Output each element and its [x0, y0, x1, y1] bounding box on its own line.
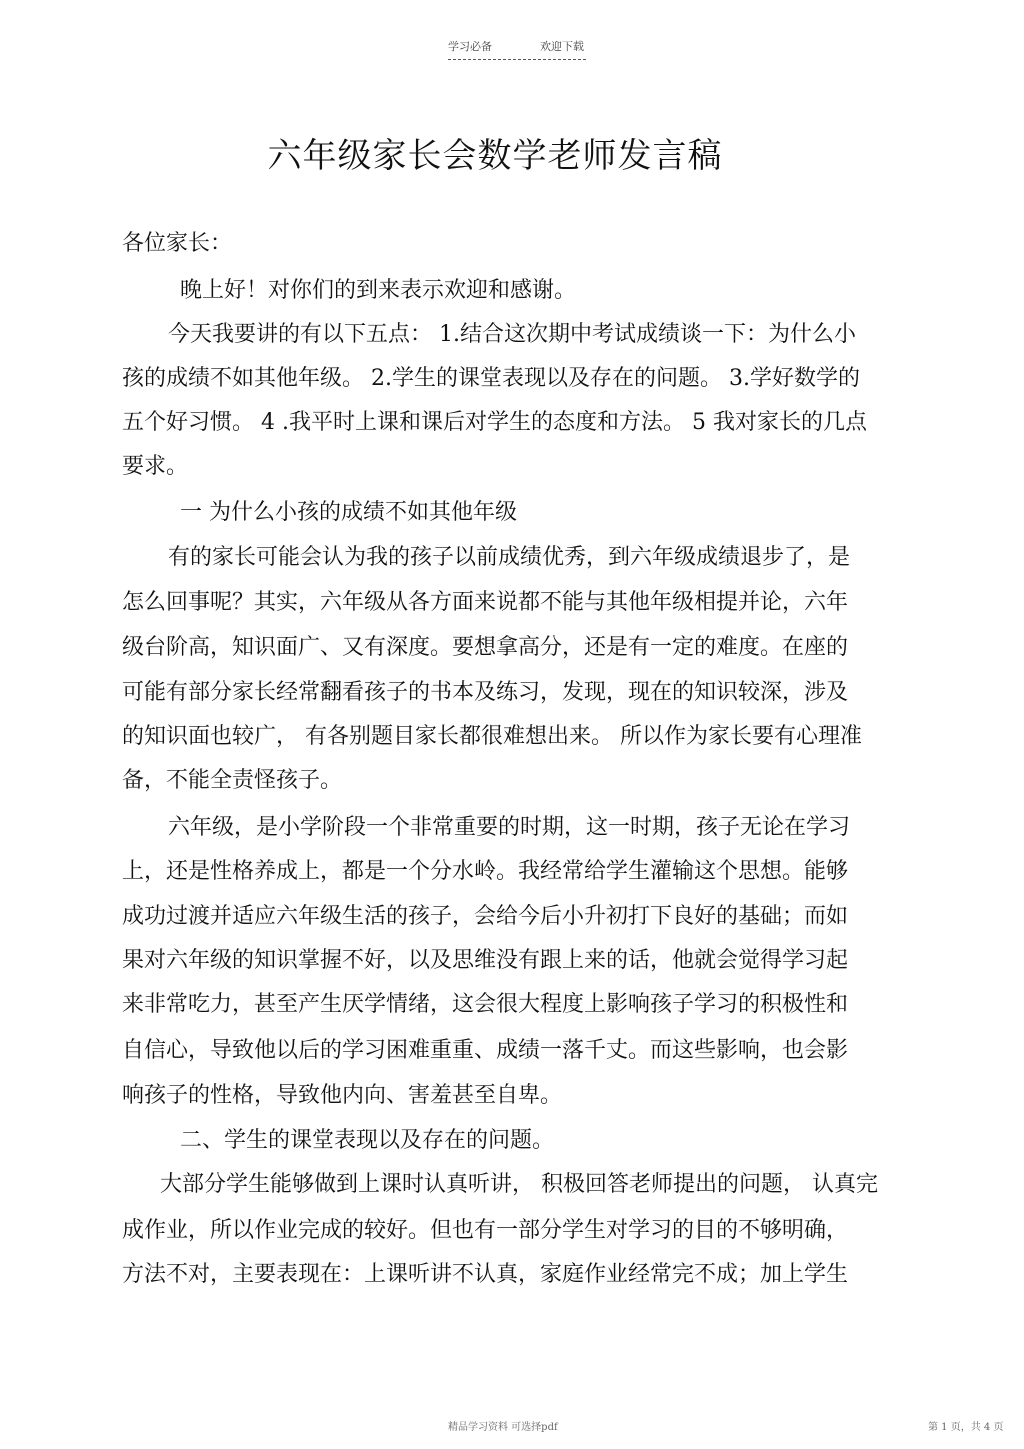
header-left-text: 学习必备	[448, 40, 492, 53]
paragraph-line: 成作业，所以作业完成的较好。但也有一部分学生对学习的目的不够明确，	[122, 1218, 849, 1243]
greeting: 各位家长：	[122, 231, 233, 256]
footer-watermark-text: 精品学习资料 可选择pdf	[448, 1422, 558, 1433]
paragraph-line: 上，还是性格养成上，都是一个分水岭。我经常给学生灌输这个思想。能够	[122, 859, 849, 884]
page-number: 第 1 页，共 4 页	[928, 1422, 1004, 1433]
paragraph-line: 响孩子的性格，导致他内向、害羞甚至自卑。	[122, 1083, 563, 1108]
paragraph-line: 五个好习惯。 4 .我平时上课和课后对学生的态度和方法。 5 我对家长的几点	[122, 410, 867, 435]
paragraph-line: 自信心，导致他以后的学习困难重重、成绩一落千丈。而这些影响，也会影	[122, 1038, 849, 1063]
paragraph-line: 备，不能全责怪孩子。	[122, 768, 343, 793]
paragraph-line: 大部分学生能够做到上课时认真听讲， 积极回答老师提出的问题， 认真完	[160, 1172, 878, 1197]
document-title: 六年级家长会数学老师发言稿	[267, 136, 723, 176]
paragraph-line: 方法不对，主要表现在：上课听讲不认真，家庭作业经常完不成；加上学生	[122, 1262, 849, 1287]
paragraph-line: 级台阶高，知识面广、又有深度。要想拿高分，还是有一定的难度。在座的	[122, 635, 849, 660]
paragraph-line: 有的家长可能会认为我的孩子以前成绩优秀，到六年级成绩退步了，是	[168, 545, 851, 570]
paragraph-line: 孩的成绩不如其他年级。 2.学生的课堂表现以及存在的问题。 3.学好数学的	[122, 366, 860, 391]
paragraph-line: 来非常吃力，甚至产生厌学情绪，这会很大程度上影响孩子学习的积极性和	[122, 992, 849, 1017]
paragraph-line: 晚上好！对你们的到来表示欢迎和感谢。	[180, 278, 577, 303]
section-heading: 二、学生的课堂表现以及存在的问题。	[180, 1128, 555, 1153]
paragraph-line: 要求。	[122, 454, 189, 479]
paragraph-line: 成功过渡并适应六年级生活的孩子，会给今后小升初打下良好的基础；而如	[122, 904, 849, 929]
paragraph-line: 果对六年级的知识掌握不好，以及思维没有跟上来的话，他就会觉得学习起	[122, 948, 849, 973]
paragraph-line: 今天我要讲的有以下五点： 1.结合这次期中考试成绩谈一下：为什么小	[168, 322, 856, 347]
header-right-text: 欢迎下载	[540, 40, 584, 53]
header-divider	[448, 59, 586, 60]
paragraph-line: 六年级，是小学阶段一个非常重要的时期，这一时期，孩子无论在学习	[168, 815, 851, 840]
paragraph-line: 怎么回事呢？其实，六年级从各方面来说都不能与其他年级相提并论，六年	[122, 590, 849, 615]
paragraph-line: 可能有部分家长经常翻看孩子的书本及练习，发现，现在的知识较深，涉及	[122, 680, 849, 705]
paragraph-line: 的知识面也较广， 有各别题目家长都很难想出来。 所以作为家长要有心理准	[122, 724, 862, 749]
section-heading: 一 为什么小孩的成绩不如其他年级	[180, 500, 517, 525]
